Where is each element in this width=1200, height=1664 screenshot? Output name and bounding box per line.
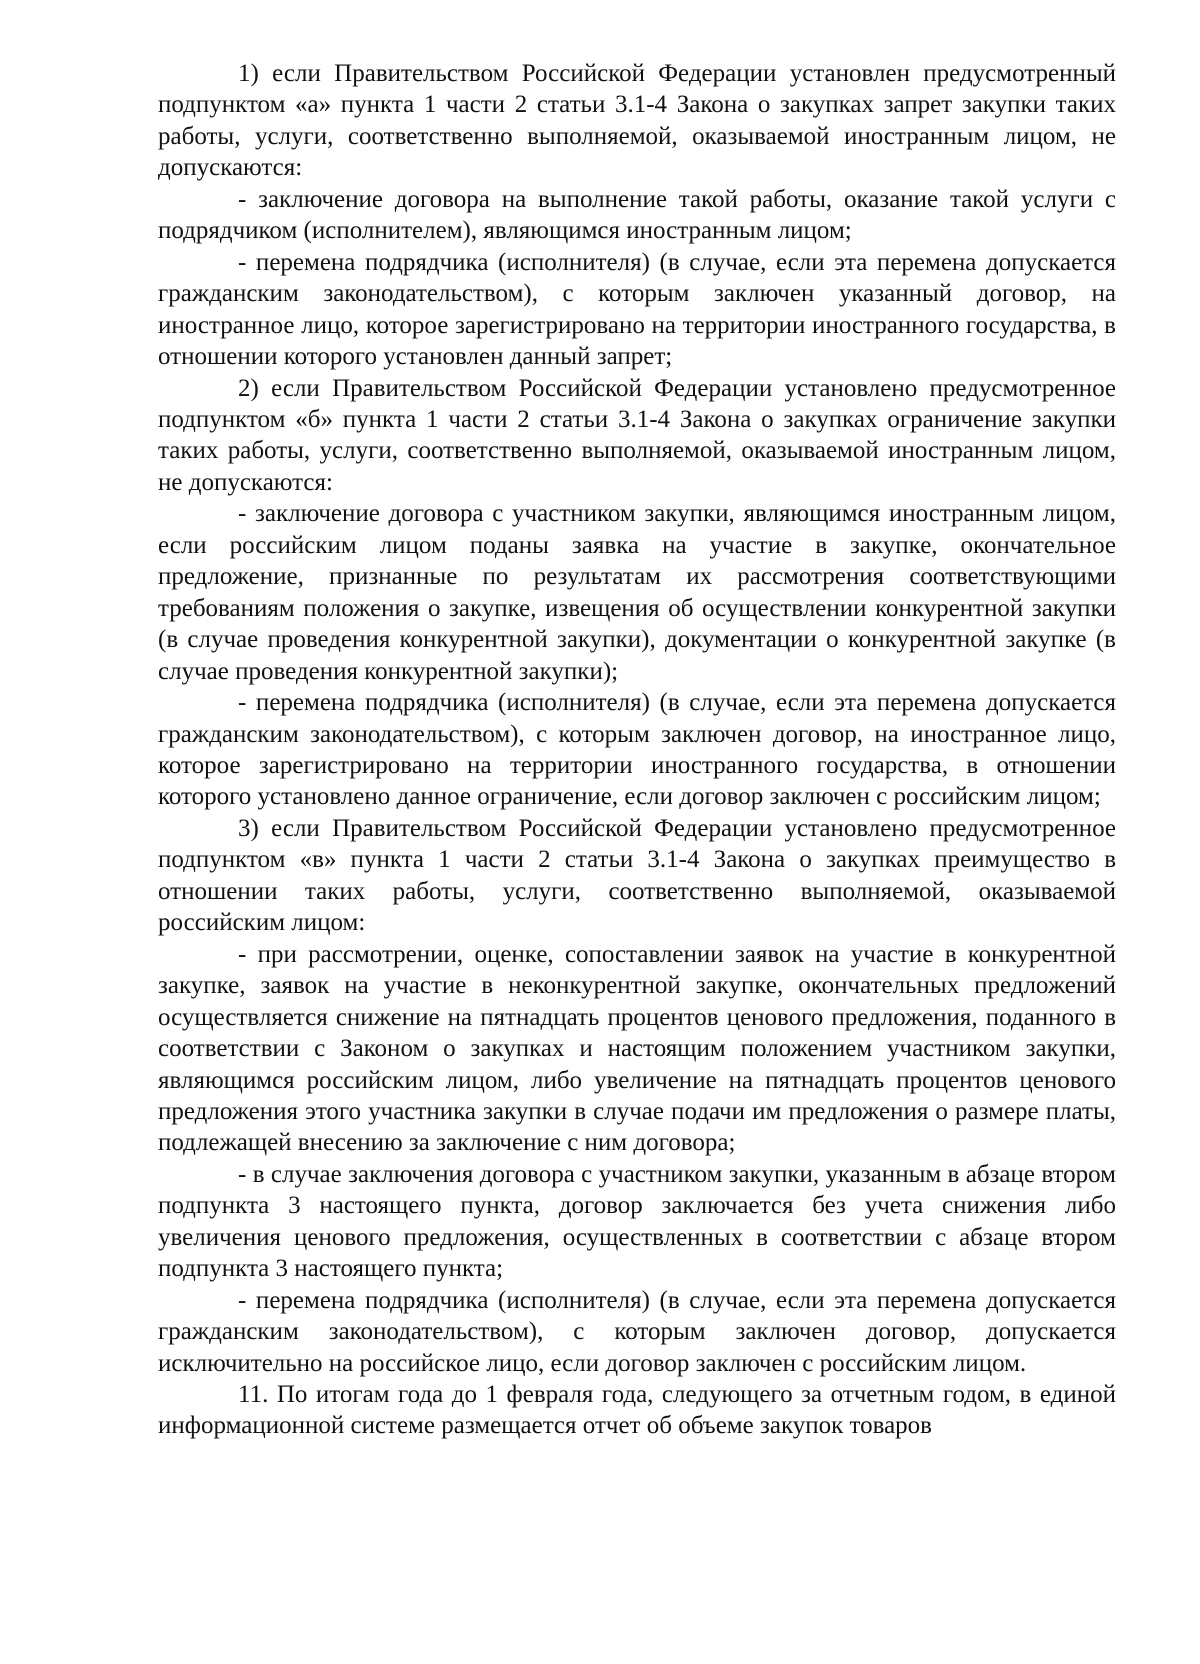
paragraph-item-2-2: - перемена подрядчика (исполнителя) (в случае, если эта перемена допускается гражданским законодательством), с которым заключен договор, на иностранное лицо, которое зарегистрировано на территории иностранного государства, в отношении которого установлено данное ограничение, если договор заключен с российским лицом; [158, 689, 1116, 811]
paragraph-item-2: 2) если Правительством Российской Федерации установлено предусмотренное подпунктом «б» пункта 1 части 2 статьи 3.1-4 Закона о закупках ограничение закупки таких работы, услуги, соответственно выполняемой, оказываемой иностранным лицом, не допускаются: [158, 374, 1116, 496]
paragraph-item-2-1: - заключение договора с участником закупки, являющимся иностранным лицом, если российским лицом поданы заявка на участие в закупке, окончательное предложение, признанные по результатам их рассмотрения соответствующими требованиям положения о закупке, извещения об осуществлении конкурентной закупки (в случае проведения конкурентной закупки), документации о конкурентной закупке (в случае проведения конкурентной закупки); [158, 500, 1116, 685]
paragraph-item-3-1: - при рассмотрении, оценке, сопоставлении заявок на участие в конкурентной закупке, заявок на участие в неконкурентной закупке, окончательных предложений осуществляется снижение на пятнадцать процентов ценового предложения, поданного в соответствии с Законом о закупках и настоящим положением участником закупки, являющимся российским лицом, либо увеличение на пятнадцать процентов ценового предложения этого участника закупки в случае подачи им предложения о размере платы, подлежащей внесению за заключение с ним договора; [158, 940, 1116, 1157]
paragraph-item-1-1: - заключение договора на выполнение такой работы, оказание такой услуги с подрядчиком (исполнителем), являющимся иностранным лицом; [158, 185, 1116, 245]
paragraph-item-3: 3) если Правительством Российской Федерации установлено предусмотренное подпунктом «в» пункта 1 части 2 статьи 3.1-4 Закона о закупках преимущество в отношении таких работы, услуги, соответственно выполняемой, оказываемой российским лицом: [158, 814, 1116, 937]
document-body [158, 58, 1116, 1442]
paragraph-item-1: 1) если Правительством Российской Федерации установлен предусмотренный подпунктом «а» пункта 1 части 2 статьи 3.1-4 Закона о закупках запрет закупки таких работы, услуги, соответственно выполняемой, оказываемой иностранным лицом, не допускаются: [158, 60, 1116, 182]
paragraph-item-3-3: - перемена подрядчика (исполнителя) (в случае, если эта перемена допускается гражданским законодательством), с которым заключен договор, допускается исключительно на российское лицо, если договор заключен с российским лицом. [158, 1286, 1116, 1377]
paragraph-clause-11: 11. По итогам года до 1 февраля года, следующего за отчетным годом, в единой информационной системе размещается отчет об объеме закупок товаров [158, 1381, 1116, 1440]
paragraph-item-1-2: - перемена подрядчика (исполнителя) (в случае, если эта перемена допускается гражданским законодательством), с которым заключен указанный договор, на иностранное лицо, которое зарегистрировано на территории иностранного государства, в отношении которого установлен данный запрет; [158, 248, 1116, 371]
paragraph-item-3-2: - в случае заключения договора с участником закупки, указанным в абзаце втором подпункта 3 настоящего пункта, договор заключается без учета снижения либо увеличения ценового предложения, осуществленных в соответствии с абзаце втором подпункта 3 настоящего пункта; [158, 1160, 1116, 1283]
